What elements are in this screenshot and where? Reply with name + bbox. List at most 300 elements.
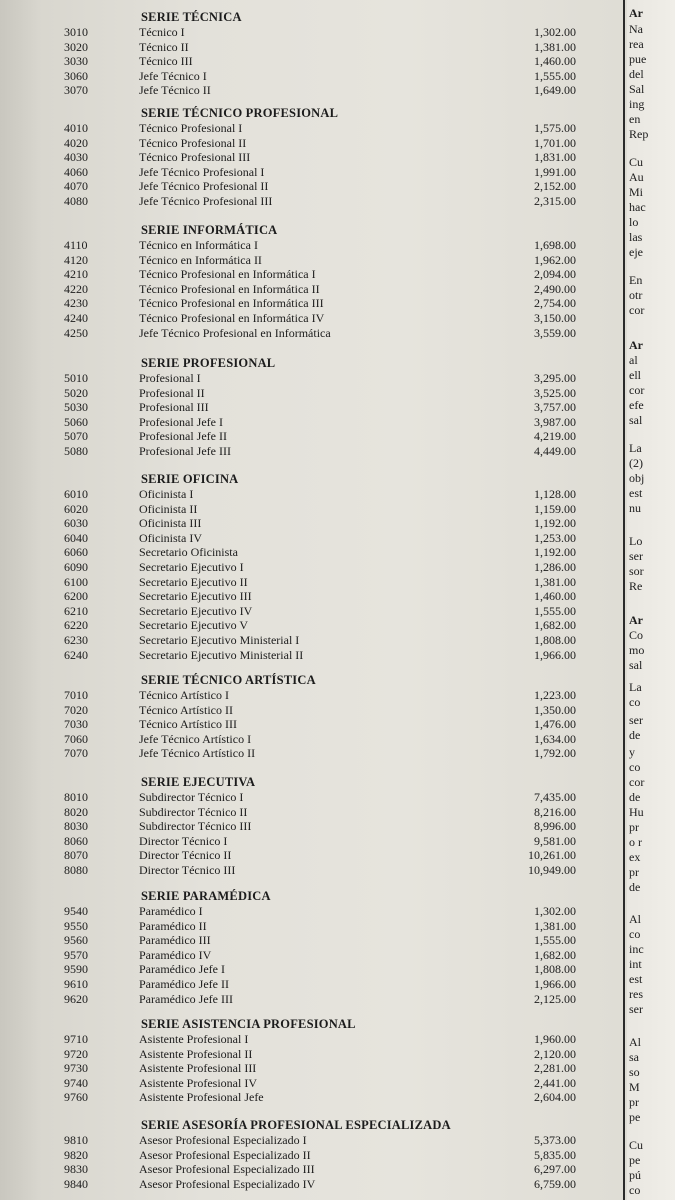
table-row	[0, 54, 620, 68]
position-code: 6060	[64, 545, 88, 560]
salary-amount: 2,120.00	[534, 1046, 576, 1061]
position-title: Profesional Jefe II	[139, 429, 227, 444]
section-title: SERIE EJECUTIVA	[141, 775, 256, 789]
position-code: 5010	[64, 371, 88, 385]
text-fragment: o r	[629, 835, 642, 849]
salary-amount: 1,381.00	[534, 918, 576, 933]
table-row	[0, 371, 620, 385]
position-title: Jefe Técnico I	[139, 68, 207, 83]
salary-amount: 1,223.00	[534, 688, 576, 702]
salary-amount: 1,555.00	[534, 933, 576, 948]
text-fragment: inc	[629, 942, 644, 956]
salary-amount: 1,192.00	[534, 545, 576, 560]
table-row	[0, 545, 620, 559]
text-fragment: res	[629, 987, 643, 1001]
position-code: 6210	[64, 603, 88, 618]
table-row	[0, 1032, 620, 1046]
table-row	[0, 531, 620, 545]
table-row	[0, 992, 620, 1006]
salary-amount: 1,682.00	[534, 947, 576, 962]
position-title: Jefe Técnico Profesional I	[139, 164, 265, 179]
salary-amount: 1,381.00	[534, 574, 576, 589]
position-code: 4030	[64, 150, 88, 165]
salary-amount: 1,682.00	[534, 618, 576, 633]
text-fragment: pú	[629, 1168, 641, 1182]
salary-amount: 2,152.00	[534, 179, 576, 194]
position-title: Paramédico III	[139, 933, 211, 948]
position-code: 9730	[64, 1061, 88, 1076]
section-title: SERIE TÉCNICO ARTÍSTICA	[141, 673, 316, 687]
text-fragment: ex	[629, 850, 641, 864]
section-title: SERIE ASISTENCIA PROFESIONAL	[141, 1017, 356, 1031]
position-title: Asistente Profesional IV	[139, 1075, 257, 1090]
text-fragment: pe	[629, 1110, 641, 1124]
position-code: 4110	[64, 238, 88, 252]
text-fragment: co	[629, 1183, 641, 1197]
table-row	[0, 933, 620, 947]
position-code: 6010	[64, 487, 88, 501]
table-row	[0, 1133, 620, 1147]
table-row	[0, 962, 620, 976]
text-fragment: est	[629, 972, 643, 986]
text-fragment: rea	[629, 37, 644, 51]
position-title: Técnico Profesional I	[139, 121, 243, 135]
table-row	[0, 502, 620, 516]
position-code: 8070	[64, 848, 88, 863]
salary-amount: 1,286.00	[534, 560, 576, 574]
position-code: 6200	[64, 589, 88, 604]
position-title: Director Técnico II	[139, 848, 232, 863]
text-fragment: Cu	[629, 155, 644, 169]
salary-amount: 8,216.00	[534, 804, 576, 819]
salary-amount: 2,754.00	[534, 296, 576, 311]
salary-amount: 1,555.00	[534, 68, 576, 83]
position-title: Secretario Ejecutivo Ministerial I	[139, 633, 300, 647]
table-row	[0, 165, 620, 179]
position-title: Jefe Técnico Profesional III	[139, 194, 273, 208]
position-code: 9840	[64, 1176, 88, 1191]
section-title: SERIE PROFESIONAL	[141, 356, 276, 370]
salary-amount: 3,525.00	[534, 385, 576, 400]
position-title: Director Técnico III	[139, 863, 236, 877]
position-code: 6240	[64, 647, 88, 662]
position-title: Secretario Ejecutivo I	[139, 560, 244, 574]
position-title: Paramédico II	[139, 918, 207, 933]
salary-amount: 6,759.00	[534, 1176, 576, 1191]
position-title: Asesor Profesional Especializado IV	[139, 1176, 316, 1191]
salary-amount: 3,559.00	[534, 325, 576, 340]
text-fragment: cor	[629, 303, 645, 317]
position-code: 7070	[64, 746, 88, 761]
text-fragment: int	[629, 957, 642, 971]
position-code: 9810	[64, 1133, 88, 1147]
text-fragment: de	[629, 728, 641, 742]
table-row	[0, 1148, 620, 1162]
text-fragment: La	[629, 680, 642, 694]
position-title: Técnico II	[139, 39, 189, 54]
text-fragment: Hu	[629, 805, 644, 819]
position-code: 8080	[64, 863, 88, 877]
salary-amount: 1,460.00	[534, 589, 576, 604]
salary-amount: 1,460.00	[534, 54, 576, 69]
position-title: Jefe Técnico Profesional II	[139, 179, 269, 194]
position-title: Técnico Profesional en Informática I	[139, 267, 316, 282]
text-fragment: so	[629, 1065, 640, 1079]
table-row	[0, 805, 620, 819]
article-heading-fragment: Ar	[629, 613, 643, 627]
salary-amount: 1,476.00	[534, 717, 576, 732]
table-row	[0, 487, 620, 501]
text-fragment: eje	[629, 245, 643, 259]
position-title: Secretario Oficinista	[139, 545, 238, 560]
table-row	[0, 648, 620, 662]
position-code: 4060	[64, 164, 88, 179]
position-title: Técnico III	[139, 54, 193, 69]
position-title: Secretario Ejecutivo II	[139, 574, 248, 589]
position-code: 8060	[64, 833, 88, 848]
salary-amount: 1,966.00	[534, 647, 576, 662]
position-title: Asesor Profesional Especializado III	[139, 1162, 315, 1177]
section-title: SERIE TÉCNICO PROFESIONAL	[141, 106, 339, 120]
position-code: 8020	[64, 804, 88, 819]
salary-amount: 1,192.00	[534, 516, 576, 531]
table-row	[0, 386, 620, 400]
table-row	[0, 267, 620, 281]
salary-amount: 1,966.00	[534, 977, 576, 991]
position-title: Jefe Técnico Artístico I	[139, 731, 252, 746]
position-code: 4070	[64, 179, 88, 194]
position-title: Profesional II	[139, 385, 205, 400]
section-title: SERIE PARAMÉDICA	[141, 889, 271, 903]
salary-amount: 1,962.00	[534, 252, 576, 267]
salary-amount: 1,831.00	[534, 150, 576, 165]
position-title: Director Técnico I	[139, 833, 228, 848]
text-fragment: ing	[629, 97, 645, 111]
position-code: 9590	[64, 962, 88, 977]
text-fragment: hac	[629, 200, 646, 214]
text-fragment: lo	[629, 215, 639, 229]
position-title: Paramédico Jefe III	[139, 991, 233, 1006]
text-fragment: Al	[629, 1035, 641, 1049]
position-title: Subdirector Técnico I	[139, 790, 244, 804]
salary-amount: 1,960.00	[534, 1032, 576, 1046]
salary-amount: 10,261.00	[528, 848, 576, 863]
position-title: Técnico en Informática I	[139, 238, 258, 252]
salary-amount: 6,297.00	[534, 1162, 576, 1177]
table-row	[0, 948, 620, 962]
position-title: Jefe Técnico Profesional en Informática	[139, 325, 331, 340]
text-fragment: Mi	[629, 185, 644, 199]
table-row	[0, 1047, 620, 1061]
position-title: Técnico Profesional en Informática III	[139, 296, 324, 311]
position-title: Oficinista II	[139, 501, 198, 516]
position-title: Oficinista IV	[139, 530, 202, 545]
column-divider	[623, 0, 625, 1200]
position-title: Técnico Artístico III	[139, 717, 237, 732]
table-row	[0, 444, 620, 458]
salary-amount: 5,373.00	[534, 1133, 576, 1147]
table-row	[0, 40, 620, 54]
section-title: SERIE TÉCNICA	[141, 10, 242, 24]
position-code: 7060	[64, 731, 88, 746]
text-fragment: nu	[629, 501, 641, 515]
text-fragment: Sal	[629, 82, 645, 96]
section-title: SERIE ASESORÍA PROFESIONAL ESPECIALIZADA	[141, 1118, 451, 1132]
position-code: 9760	[64, 1090, 88, 1105]
position-code: 9720	[64, 1046, 88, 1061]
position-title: Oficinista I	[139, 487, 194, 501]
position-code: 7010	[64, 688, 88, 702]
text-fragment: M	[629, 1080, 640, 1094]
salary-amount: 7,435.00	[534, 790, 576, 804]
text-fragment: ser	[629, 1002, 643, 1016]
position-code: 9550	[64, 918, 88, 933]
salary-amount: 1,634.00	[534, 731, 576, 746]
salary-amount: 1,381.00	[534, 39, 576, 54]
salary-amount: 3,295.00	[534, 371, 576, 385]
position-code: 4240	[64, 311, 88, 325]
salary-amount: 1,792.00	[534, 746, 576, 761]
position-title: Asistente Profesional Jefe	[139, 1090, 264, 1105]
table-row	[0, 136, 620, 150]
position-code: 4010	[64, 121, 88, 135]
position-code: 8030	[64, 819, 88, 834]
text-fragment: pe	[629, 1153, 641, 1167]
position-code: 7020	[64, 702, 88, 717]
position-code: 6220	[64, 618, 88, 633]
table-row	[0, 83, 620, 97]
table-row	[0, 25, 620, 39]
position-code: 6230	[64, 633, 88, 647]
position-code: 5020	[64, 385, 88, 400]
table-row	[0, 69, 620, 83]
position-title: Técnico Artístico I	[139, 688, 229, 702]
position-title: Profesional Jefe III	[139, 444, 231, 458]
table-row	[0, 516, 620, 530]
table-row	[0, 834, 620, 848]
position-code: 6100	[64, 574, 88, 589]
salary-amount: 1,555.00	[534, 603, 576, 618]
position-title: Técnico Profesional en Informática II	[139, 281, 320, 296]
position-code: 9830	[64, 1162, 88, 1177]
position-code: 9710	[64, 1032, 88, 1046]
position-code: 4250	[64, 325, 88, 340]
table-row	[0, 618, 620, 632]
text-fragment: en	[629, 112, 641, 126]
table-row	[0, 560, 620, 574]
table-row	[0, 150, 620, 164]
position-code: 6020	[64, 501, 88, 516]
position-title: Técnico I	[139, 25, 185, 39]
text-fragment: de	[629, 880, 641, 894]
position-title: Técnico Profesional II	[139, 135, 247, 150]
salary-amount: 2,094.00	[534, 267, 576, 282]
position-title: Subdirector Técnico II	[139, 804, 248, 819]
table-row	[0, 717, 620, 731]
text-fragment: sal	[629, 658, 643, 672]
position-code: 9570	[64, 947, 88, 962]
text-fragment: Lo	[629, 534, 643, 548]
text-fragment: co	[629, 695, 641, 709]
table-row	[0, 589, 620, 603]
position-title: Paramédico IV	[139, 947, 212, 962]
position-title: Profesional III	[139, 400, 209, 415]
position-title: Secretario Ejecutivo IV	[139, 603, 253, 618]
position-code: 4230	[64, 296, 88, 311]
position-code: 3060	[64, 68, 88, 83]
text-fragment: sor	[629, 564, 644, 578]
table-row	[0, 575, 620, 589]
table-row	[0, 429, 620, 443]
position-title: Subdirector Técnico III	[139, 819, 252, 834]
salary-amount: 3,987.00	[534, 414, 576, 429]
position-code: 9740	[64, 1075, 88, 1090]
table-row	[0, 282, 620, 296]
text-fragment: obj	[629, 471, 645, 485]
table-row	[0, 904, 620, 918]
text-fragment: otr	[629, 288, 643, 302]
text-fragment: co	[629, 760, 641, 774]
table-row	[0, 1162, 620, 1176]
position-title: Asistente Profesional II	[139, 1046, 253, 1061]
position-title: Técnico Artístico II	[139, 702, 233, 717]
table-row	[0, 296, 620, 310]
adjacent-text-column	[627, 0, 675, 1200]
position-title: Asesor Profesional Especializado I	[139, 1133, 307, 1147]
salary-amount: 4,449.00	[534, 444, 576, 458]
position-code: 5070	[64, 429, 88, 444]
text-fragment: ser	[629, 713, 643, 727]
position-code: 5080	[64, 444, 88, 458]
salary-amount: 1,159.00	[534, 501, 576, 516]
position-title: Paramédico I	[139, 904, 203, 918]
salary-amount: 9,581.00	[534, 833, 576, 848]
text-fragment: ell	[629, 368, 641, 382]
position-code: 6040	[64, 530, 88, 545]
table-row	[0, 703, 620, 717]
position-title: Asistente Profesional III	[139, 1061, 257, 1076]
text-fragment: de	[629, 790, 641, 804]
text-fragment: pue	[629, 52, 647, 66]
text-fragment: En	[629, 273, 643, 287]
position-code: 3030	[64, 54, 88, 69]
salary-amount: 1,808.00	[534, 962, 576, 977]
salary-amount: 1,808.00	[534, 633, 576, 647]
text-fragment: pr	[629, 865, 639, 879]
position-code: 9620	[64, 991, 88, 1006]
position-code: 6090	[64, 560, 88, 574]
position-title: Técnico Profesional III	[139, 150, 251, 165]
table-row	[0, 415, 620, 429]
text-fragment: Cu	[629, 1138, 644, 1152]
table-row	[0, 179, 620, 193]
salary-amount: 1,253.00	[534, 530, 576, 545]
text-fragment: sa	[629, 1050, 639, 1064]
text-fragment: al	[629, 353, 638, 367]
table-row	[0, 1090, 620, 1104]
salary-amount: 2,281.00	[534, 1061, 576, 1076]
salary-amount: 5,835.00	[534, 1147, 576, 1162]
table-row	[0, 238, 620, 252]
position-title: Paramédico Jefe II	[139, 977, 229, 991]
position-title: Técnico Profesional en Informática IV	[139, 311, 325, 325]
table-row	[0, 311, 620, 325]
table-row	[0, 790, 620, 804]
position-title: Paramédico Jefe I	[139, 962, 225, 977]
salary-amount: 1,991.00	[534, 164, 576, 179]
salary-amount: 1,350.00	[534, 702, 576, 717]
position-code: 4210	[64, 267, 88, 282]
position-title: Profesional I	[139, 371, 201, 385]
position-code: 4220	[64, 281, 88, 296]
table-row	[0, 1177, 620, 1191]
position-code: 9820	[64, 1147, 88, 1162]
text-fragment: Au	[629, 170, 644, 184]
table-row	[0, 1061, 620, 1075]
text-fragment: las	[629, 230, 643, 244]
article-heading-fragment: Ar	[629, 338, 643, 352]
position-title: Secretario Ejecutivo III	[139, 589, 252, 604]
salary-amount: 4,219.00	[534, 429, 576, 444]
section-title: SERIE INFORMÁTICA	[141, 223, 278, 237]
position-code: 7030	[64, 717, 88, 732]
table-row	[0, 919, 620, 933]
text-fragment: La	[629, 441, 642, 455]
position-code: 9610	[64, 977, 88, 991]
text-fragment: sal	[629, 413, 643, 427]
position-title: Técnico en Informática II	[139, 252, 262, 267]
salary-amount: 2,125.00	[534, 991, 576, 1006]
position-code: 6030	[64, 516, 88, 531]
text-fragment: pr	[629, 1095, 639, 1109]
position-title: Oficinista III	[139, 516, 202, 531]
salary-amount: 10,949.00	[528, 863, 576, 877]
text-fragment: pr	[629, 820, 639, 834]
position-code: 3070	[64, 83, 88, 98]
position-title: Profesional Jefe I	[139, 414, 223, 429]
text-fragment: del	[629, 67, 644, 81]
table-row	[0, 688, 620, 702]
position-code: 4080	[64, 194, 88, 208]
position-title: Asistente Profesional I	[139, 1032, 249, 1046]
position-title: Jefe Técnico Artístico II	[139, 746, 256, 761]
table-row	[0, 400, 620, 414]
position-title: Asesor Profesional Especializado II	[139, 1147, 311, 1162]
table-row	[0, 604, 620, 618]
salary-amount: 2,441.00	[534, 1075, 576, 1090]
position-title: Secretario Ejecutivo Ministerial II	[139, 647, 304, 662]
text-fragment: Na	[629, 22, 643, 36]
position-code: 3010	[64, 25, 88, 39]
salary-amount: 1,302.00	[534, 25, 576, 39]
table-row	[0, 1076, 620, 1090]
table-row	[0, 121, 620, 135]
position-code: 9540	[64, 904, 88, 918]
salary-amount: 8,996.00	[534, 819, 576, 834]
text-fragment: Rep	[629, 127, 649, 141]
position-code: 3020	[64, 39, 88, 54]
table-row	[0, 819, 620, 833]
table-row	[0, 732, 620, 746]
text-fragment: cor	[629, 383, 645, 397]
position-title: Secretario Ejecutivo V	[139, 618, 249, 633]
salary-amount: 1,701.00	[534, 135, 576, 150]
salary-amount: 1,698.00	[534, 238, 576, 252]
section-title: SERIE OFICINA	[141, 472, 239, 486]
table-row	[0, 253, 620, 267]
table-row	[0, 848, 620, 862]
position-code: 4020	[64, 135, 88, 150]
